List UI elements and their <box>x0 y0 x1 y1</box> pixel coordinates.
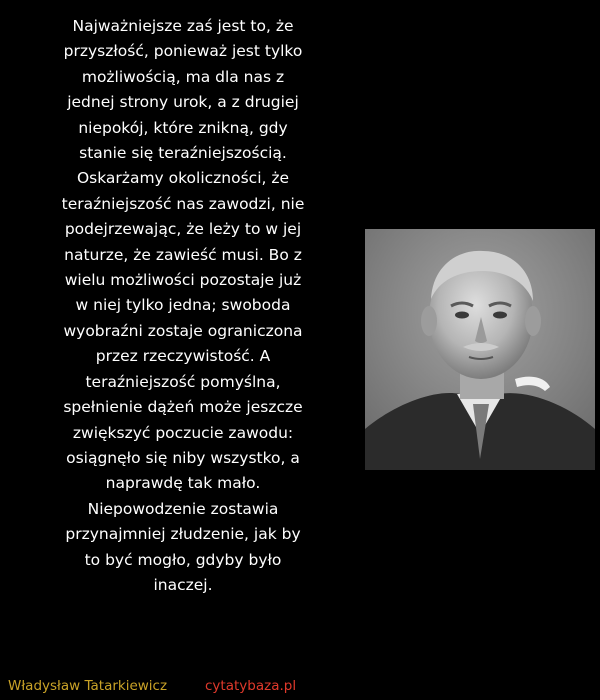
quote-line: Najważniejsze zaś jest to, że <box>72 17 294 35</box>
quote-line: to być mogło, gdyby było <box>84 550 282 569</box>
quote-line: w niej tylko jedna; swoboda <box>75 296 291 315</box>
quote-line: niepokój, które znikną, gdy <box>78 118 288 137</box>
author-portrait-photo <box>365 229 595 470</box>
portrait-illustration <box>365 229 595 470</box>
quote-line: naturze, że zawieść musi. Bo z <box>64 245 302 264</box>
author-name[interactable]: Władysław Tatarkiewicz <box>8 678 168 694</box>
quote-text <box>8 14 358 598</box>
quote-line: naprawdę tak mało. <box>105 474 261 493</box>
quote-line: podejrzewając, że leży to w jej <box>64 220 302 239</box>
quote-line: wielu możliwości pozostaje już <box>64 271 302 290</box>
quote-line: spełnienie dążeń może jeszcze <box>63 398 303 417</box>
quote-line: Niepowodzenie zostawia <box>87 499 279 518</box>
quote-line: inaczej. <box>153 575 213 594</box>
quote-line: jednej strony urok, a z drugiej <box>67 93 299 112</box>
site-link[interactable]: cytatybaza.pl <box>205 678 297 694</box>
quote-line: zwiększyć poczucie zawodu: <box>72 423 294 442</box>
quote-line: przyszłość, ponieważ jest tylko <box>63 42 303 61</box>
quote-line: stanie się teraźniejszością. <box>79 144 287 163</box>
quote-line: teraźniejszość nas zawodzi, nie <box>61 194 305 213</box>
quote-line: przynajmniej złudzenie, jak by <box>65 525 301 544</box>
quote-line: osiągnęło się niby wszystko, a <box>66 448 300 467</box>
quote-line: możliwością, ma dla nas z <box>81 67 285 86</box>
quote-line: teraźniejszość pomyślna, <box>85 372 281 391</box>
quote-line: przez rzeczywistość. A <box>95 347 271 366</box>
quote-line: Oskarżamy okoliczności, że <box>76 169 290 188</box>
quote-line: wyobraźni zostaje ograniczona <box>63 321 303 340</box>
